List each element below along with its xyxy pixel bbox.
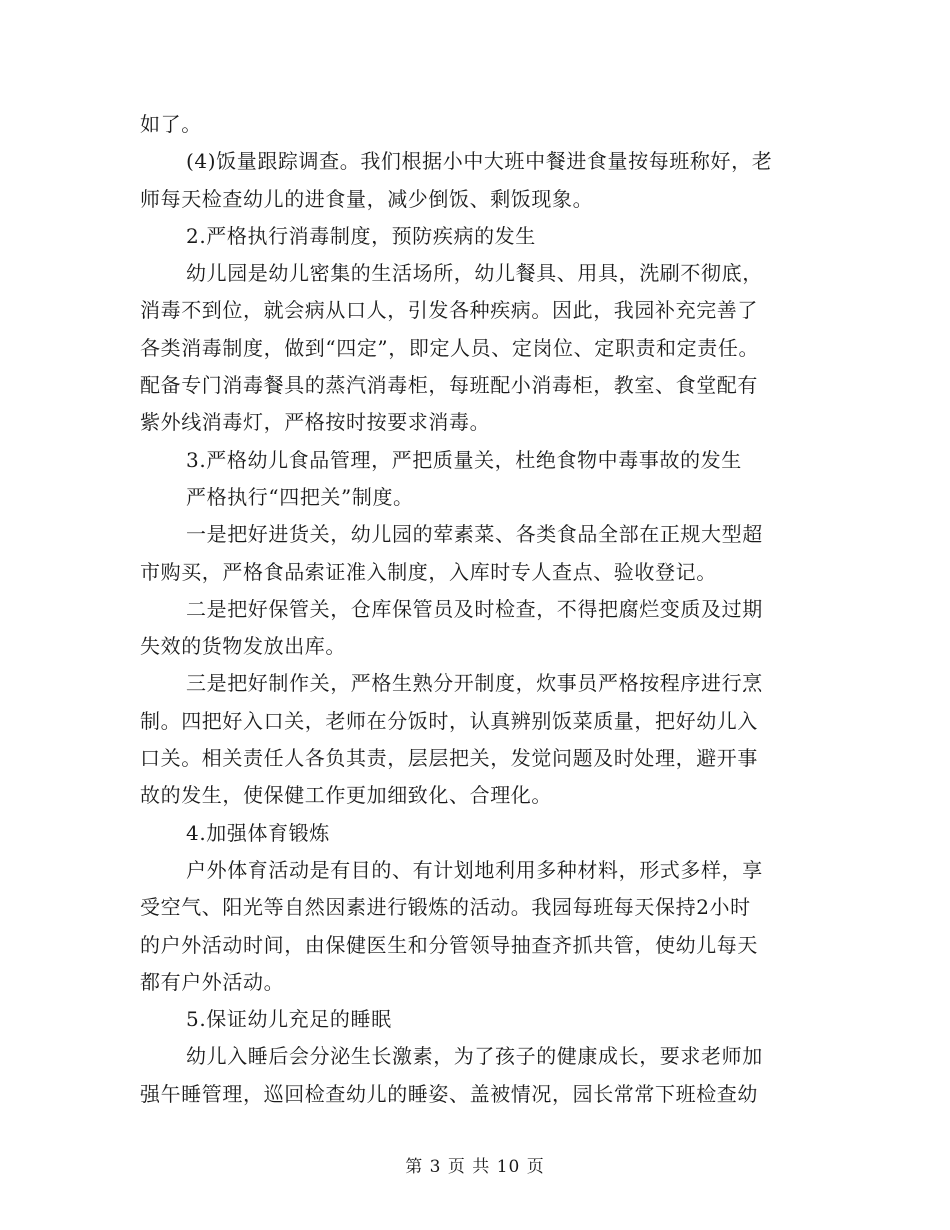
- text-line: 的户外活动时间，由保健医生和分管领导抽查齐抓共管，使幼儿每天: [140, 932, 758, 957]
- text-line: 配备专门消毒餐具的蒸汽消毒柜，每班配小消毒柜，教室、食堂配有: [140, 373, 758, 398]
- text-line: 幼儿园是幼儿密集的生活场所，幼儿餐具、用具，洗刷不彻底，: [186, 261, 763, 286]
- text-line: 严格执行“四把关”制度。: [186, 484, 414, 509]
- page-footer: 第 3 页 共 10 页: [405, 1157, 545, 1177]
- text-line: 受空气、阳光等自然因素进行锻炼的活动。我园每班每天保持2小时: [140, 895, 751, 920]
- text-line: 都有户外活动。: [140, 969, 285, 994]
- text-line: 户外体育活动是有目的、有计划地利用多种材料，形式多样，享: [186, 857, 763, 882]
- text-line: 5.保证幼儿充足的睡眠: [186, 1007, 392, 1032]
- text-line: 市购买，严格食品索证准入制度，入库时专人查点、验收登记。: [140, 559, 717, 584]
- document-body: [140, 106, 812, 1113]
- text-line: 口关。相关责任人各负其责，层层把关，发觉问题及时处理，避开事: [140, 746, 758, 771]
- text-line: 3.严格幼儿食品管理，严把质量关，杜绝食物中毒事故的发生: [186, 447, 742, 472]
- text-line: 制。四把好入口关，老师在分饭时，认真辨别饭菜质量，把好幼儿入: [140, 708, 758, 733]
- text-line: 失效的货物发放出库。: [140, 634, 346, 659]
- text-line: 消毒不到位，就会病从口人，引发各种疾病。因此，我园补充完善了: [140, 298, 758, 323]
- text-line: 紫外线消毒灯，严格按时按要求消毒。: [140, 410, 491, 435]
- text-line: 强午睡管理，巡回检查幼儿的睡姿、盖被情况，园长常常下班检查幼: [140, 1081, 758, 1106]
- text-line: 2.严格执行消毒制度，预防疾病的发生: [186, 223, 536, 248]
- text-line: 各类消毒制度，做到“四定”，即定人员、定岗位、定职责和定责任。: [140, 335, 760, 360]
- text-line: 如了。: [140, 112, 202, 136]
- text-line: 二是把好保管关，仓库保管员及时检查，不得把腐烂变质及过期: [186, 596, 763, 621]
- text-line: 故的发生，使保健工作更加细致化、合理化。: [140, 783, 552, 808]
- text-line: 三是把好制作关，严格生熟分开制度，炊事员严格按程序进行烹: [186, 671, 763, 696]
- text-line: 一是把好进货关，幼儿园的荤素菜、各类食品全部在正规大型超: [186, 522, 763, 547]
- text-line: 4.加强体育锻炼: [186, 820, 330, 845]
- text-line: 师每天检查幼儿的进食量，减少倒饭、剩饭现象。: [140, 186, 594, 211]
- text-line: (4)饭量跟踪调查。我们根据小中大班中餐进食量按每班称好，老: [186, 149, 773, 174]
- text-line: 幼儿入睡后会分泌生长激素，为了孩子的健康成长，要求老师加: [186, 1044, 763, 1069]
